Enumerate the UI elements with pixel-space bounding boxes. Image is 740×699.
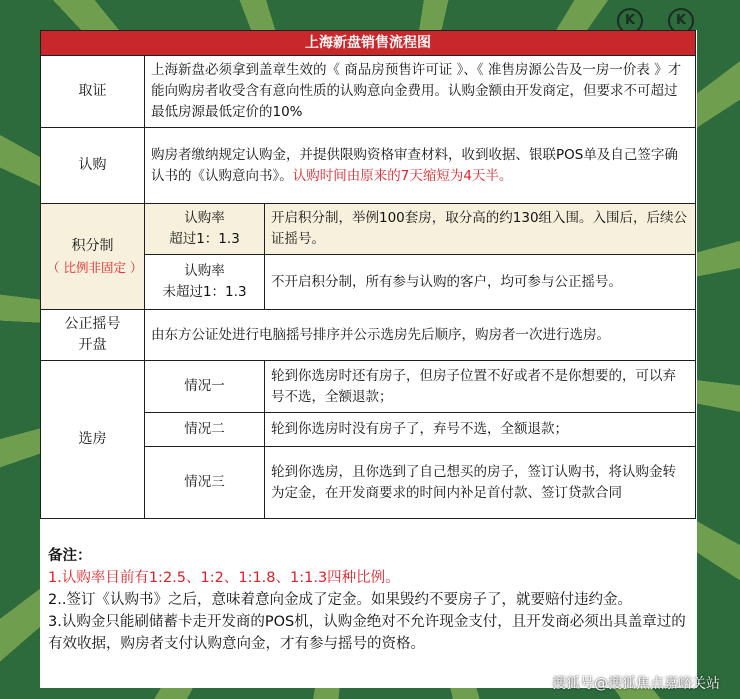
row-text: 由东方公证处进行电脑摇号排序并公示选房先后顺序，购房者一次进行选房。 xyxy=(145,310,696,361)
row-label xyxy=(41,204,145,310)
row-label-line: 开盘 xyxy=(78,337,107,353)
row-text-main: 购房者缴纳规定认购金，并提供限购资格审查材料，收到收据、银联POS单及自己签字确认书的《认购意向书》。 xyxy=(151,146,678,184)
row-label: 认购 xyxy=(41,128,145,204)
page-title: 上海新盘销售流程图 xyxy=(41,31,696,56)
table-row xyxy=(41,310,696,361)
note-item: 1.认购率目前有1:2.5、1:2、1:1.8、1:1.3四种比例。 xyxy=(48,570,400,586)
row-text-highlight: 认购时间由原来的7天缩短为4天半。 xyxy=(292,167,513,184)
condition-line: 认购率 xyxy=(184,210,225,226)
notes-section xyxy=(48,545,693,655)
sales-flow-table xyxy=(40,30,696,519)
table-row xyxy=(41,128,696,204)
notes-heading: 备注： xyxy=(48,548,92,564)
row-label-line: 公正摇号 xyxy=(64,316,121,332)
row-text: 上海新盘必须拿到盖章生效的《 商品房预售许可证 》、《 准售房源公告及一房一价表 》才能向购房者收受含有意向性质的认购意向金费用。认购金额由开发商定，但要求不可超过最低房源最低定价的10% xyxy=(145,56,696,128)
row-label-note: （ 比例非固定 ） xyxy=(47,259,143,275)
corner-logo-icon: K xyxy=(668,8,694,34)
condition-cell xyxy=(145,204,265,255)
case-label: 情况三 xyxy=(145,447,265,519)
row-text: 轮到你选房时没有房子了，弃号不选，全额退款； xyxy=(265,413,696,447)
watermark-text: 搜狐号@搜狐焦点嘉峪关站 xyxy=(552,676,720,692)
row-label: 选房 xyxy=(41,361,145,519)
condition-line: 超过1：1.3 xyxy=(169,231,240,247)
table-row xyxy=(41,361,696,413)
flow-document xyxy=(40,30,697,688)
note-item: 3.认购金只能刷储蓄卡走开发商的POS机，认购金绝对不允许现金支付，且开发商必须出具盖章过的有效收据，购房者支付认购意向金，才有参与摇号的资格。 xyxy=(48,614,686,652)
row-label xyxy=(41,310,145,361)
row-text: 不开启积分制，所有参与认购的客户，均可参与公正摇号。 xyxy=(265,255,696,310)
row-text: 开启积分制，举例100套房，取分高的约130组入围。入围后，后续公证摇号。 xyxy=(265,204,696,255)
corner-logo-icon: K xyxy=(617,8,643,34)
row-label-main: 积分制 xyxy=(71,237,114,254)
note-item: 2..签订《认购书》之后，意味着意向金成了定金。如果毁约不要房子了，就要赔付违约金。 xyxy=(48,592,632,608)
condition-line: 未超过1：1.3 xyxy=(162,284,247,300)
condition-line: 认购率 xyxy=(184,263,225,279)
table-row xyxy=(41,56,696,128)
row-text: 轮到你选房时还有房子，但房子位置不好或者不是你想要的，可以弃号不选，全额退款； xyxy=(265,361,696,413)
condition-cell xyxy=(145,255,265,310)
case-label: 情况一 xyxy=(145,361,265,413)
row-text xyxy=(145,128,696,204)
row-label: 取证 xyxy=(41,56,145,128)
case-label: 情况二 xyxy=(145,413,265,447)
table-row xyxy=(41,204,696,255)
row-text: 轮到你选房，且你选到了自己想买的房子，签订认购书，将认购金转为定金，在开发商要求的时间内补足首付款、签订贷款合同 xyxy=(265,447,696,519)
